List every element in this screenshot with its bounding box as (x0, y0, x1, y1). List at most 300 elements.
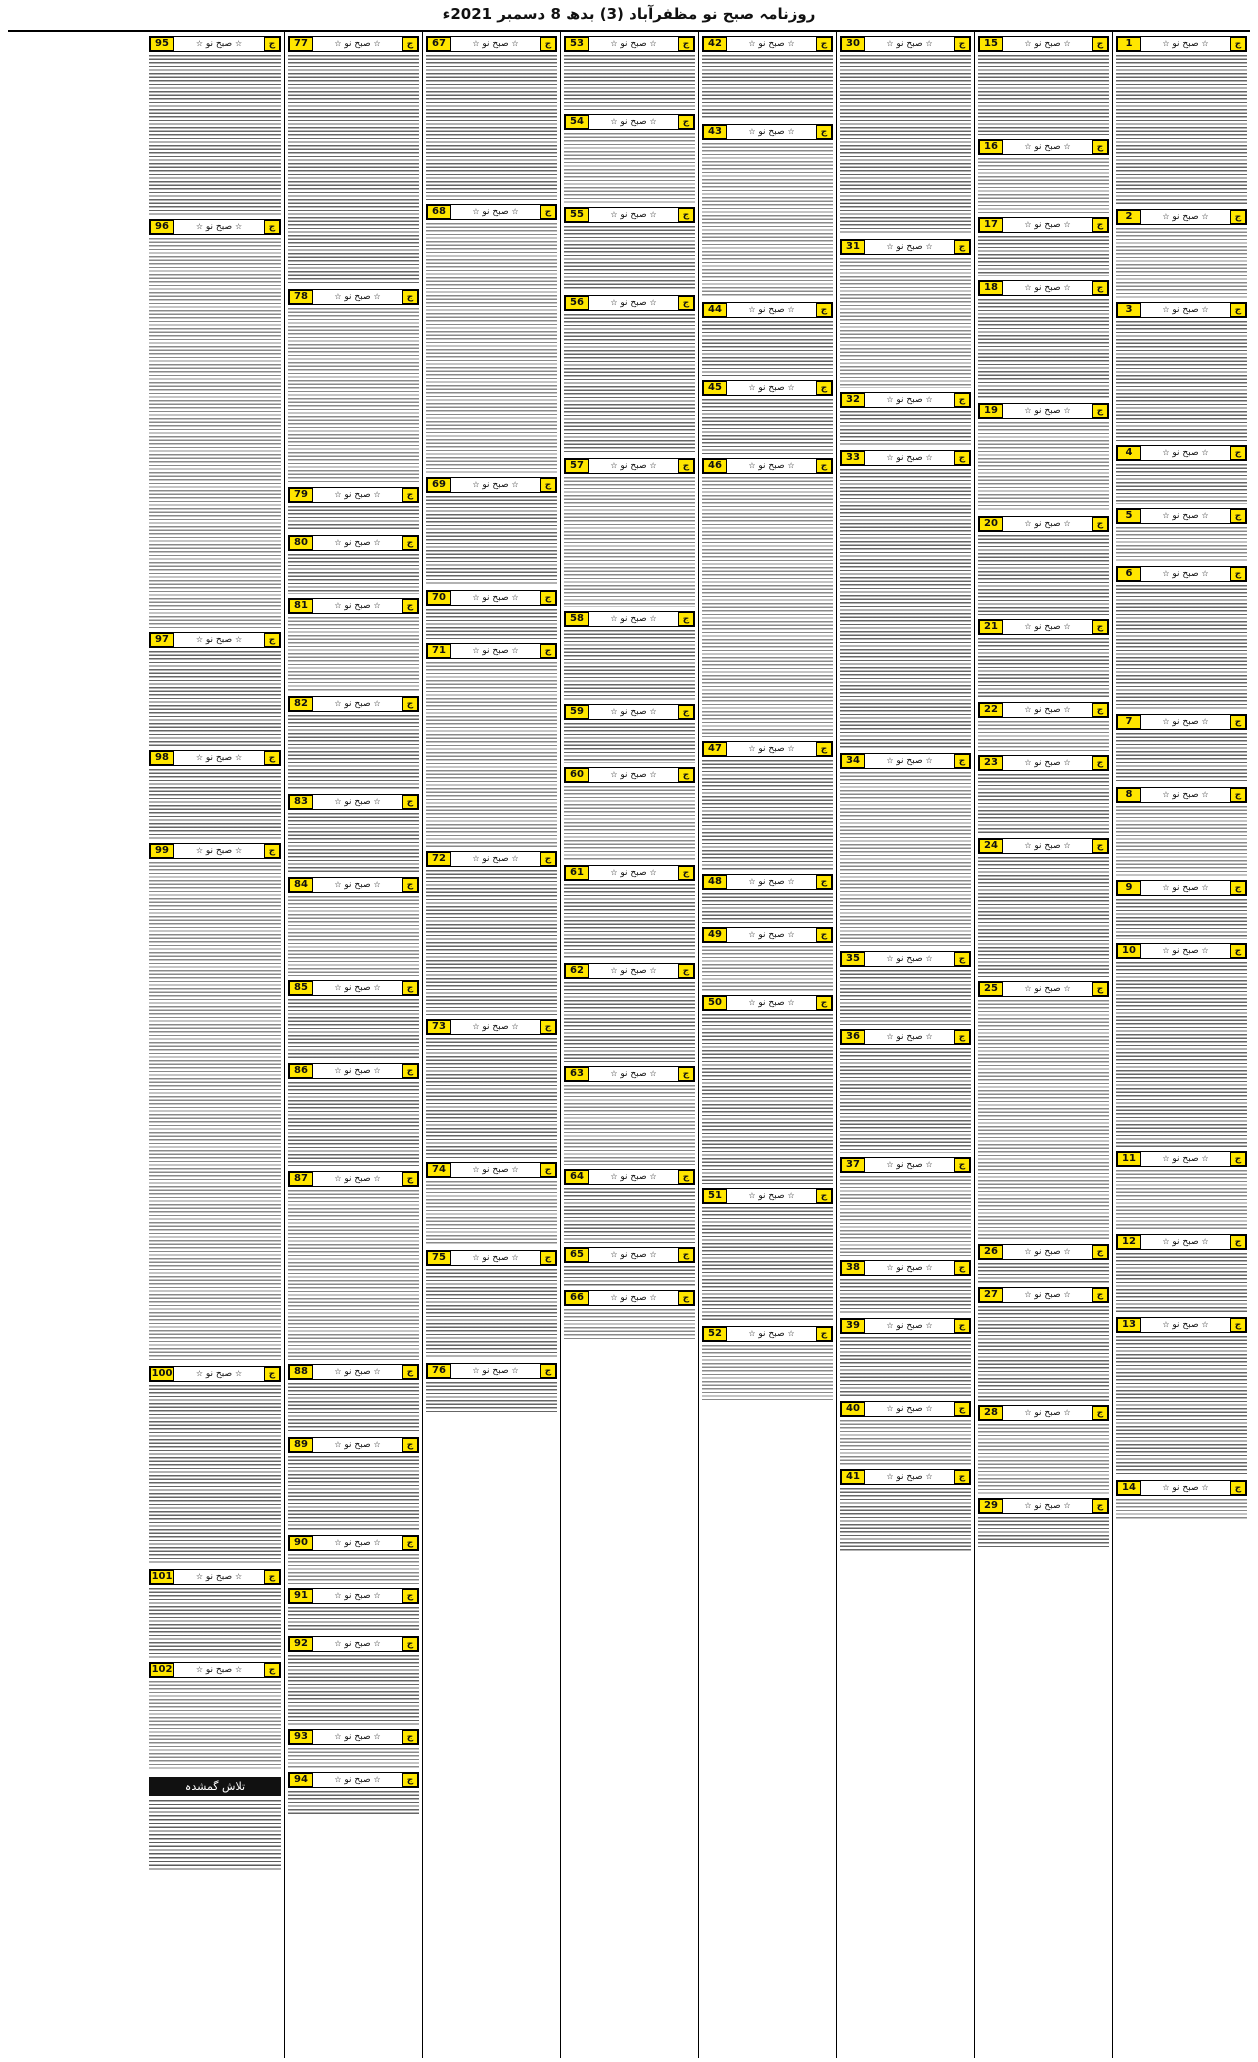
star-icon: ☆ (234, 1369, 243, 1378)
notice-number: 47 (703, 742, 727, 756)
notice-body-text (978, 721, 1109, 751)
header-label-text: صبح نو (896, 395, 923, 405)
header-label-text: صبح نو (482, 207, 509, 217)
notice-header (149, 1366, 281, 1382)
notice-number: 74 (427, 1163, 451, 1177)
notice-number: 40 (841, 1402, 865, 1416)
notice-badge: ج (678, 208, 694, 222)
star-icon: ☆ (649, 117, 657, 126)
notice-item (564, 611, 695, 700)
notice-badge: ج (1230, 567, 1246, 581)
notice-header-label (313, 601, 402, 611)
star-icon: ☆ (649, 770, 657, 779)
notice-body-text (1116, 55, 1247, 205)
column-1 (1112, 32, 1250, 2058)
notice-header-label (1141, 1154, 1230, 1164)
notice-header-label (313, 1538, 402, 1548)
notice-header-label (174, 635, 264, 645)
notice-number: 102 (151, 1664, 173, 1675)
notice-number: 76 (427, 1364, 451, 1378)
notice-header-label (1003, 1501, 1092, 1511)
notice-body-text (702, 1207, 833, 1322)
header-label-text: صبح نو (1172, 883, 1199, 893)
notice-number: 77 (289, 37, 313, 51)
notice-item (1116, 209, 1247, 298)
notice-header (840, 1469, 971, 1485)
notice-body-text (840, 1420, 971, 1465)
star-icon: ☆ (886, 1404, 894, 1413)
header-label-text: صبح نو (620, 614, 647, 624)
notice-badge: ج (540, 1020, 556, 1034)
notice-badge: ج (1092, 404, 1108, 418)
notice-badge: ج (402, 795, 418, 809)
notice-header-label (451, 480, 540, 490)
header-label-text: صبح نو (344, 1174, 371, 1184)
notice-header (149, 219, 281, 235)
notice-header-label (1003, 1290, 1092, 1300)
notice-body-text (288, 1655, 419, 1725)
notice-item (426, 1019, 557, 1158)
star-icon: ☆ (195, 753, 204, 762)
star-icon: ☆ (1162, 1483, 1170, 1492)
notice-header (702, 1326, 833, 1342)
notice-header (978, 403, 1109, 419)
notice-item (288, 598, 419, 692)
header-label-text: صبح نو (896, 1472, 923, 1482)
notice-badge: ج (816, 996, 832, 1010)
star-icon: ☆ (472, 646, 480, 655)
notice-number: 5 (1117, 509, 1141, 523)
column-4 (698, 32, 836, 2058)
header-label-text: صبح نو (1034, 1290, 1061, 1300)
notice-number: 69 (427, 478, 451, 492)
notice-header (288, 794, 419, 810)
notice-item (702, 874, 833, 923)
notice-header-label (1141, 883, 1230, 893)
notice-header-label (313, 797, 402, 807)
notice-header (840, 1260, 971, 1276)
notice-body-text (840, 411, 971, 446)
notice-badge: ج (402, 599, 418, 613)
star-icon: ☆ (1162, 305, 1170, 314)
notice-number: 31 (841, 240, 865, 254)
star-icon: ☆ (925, 756, 933, 765)
notice-number: 21 (979, 620, 1003, 634)
notice-badge: ج (1230, 1235, 1246, 1249)
notice-item (288, 1588, 419, 1632)
notice-number: 54 (565, 115, 589, 129)
notice-header (426, 643, 557, 659)
notice-item (288, 1535, 419, 1584)
notice-header (288, 535, 419, 551)
notice-item (288, 1063, 419, 1167)
notice-header (564, 865, 695, 881)
notice-badge: ج (678, 612, 694, 626)
notice-item (288, 487, 419, 531)
notice-item (840, 392, 971, 446)
notice-badge: ج (816, 303, 832, 317)
notice-header (564, 767, 695, 783)
notice-body-text (702, 321, 833, 376)
star-icon: ☆ (334, 1775, 342, 1784)
notice-badge: ج (954, 754, 970, 768)
notice-badge: ج (1092, 1406, 1108, 1420)
notice-header (1116, 209, 1247, 225)
star-icon: ☆ (511, 854, 519, 863)
notice-item (564, 1066, 695, 1165)
header-label-text: صبح نو (1034, 39, 1061, 49)
notice-header-label (1141, 448, 1230, 458)
star-icon: ☆ (234, 222, 243, 231)
star-icon: ☆ (610, 461, 618, 470)
star-icon: ☆ (1024, 984, 1032, 993)
notice-header (1116, 943, 1247, 959)
notice-item (426, 477, 557, 586)
notice-header (840, 951, 971, 967)
star-icon: ☆ (1063, 1501, 1071, 1510)
notice-number: 85 (289, 981, 313, 995)
header-label-text: صبح نو (482, 646, 509, 656)
header-label-text: صبح نو (896, 1263, 923, 1273)
notice-header (1116, 36, 1247, 52)
notice-header (426, 477, 557, 493)
notice-item (702, 927, 833, 991)
notice-header-label (451, 1022, 540, 1032)
header-label-text: صبح نو (344, 292, 371, 302)
notice-header (564, 207, 695, 223)
notice-item (840, 1260, 971, 1314)
star-icon: ☆ (925, 453, 933, 462)
star-icon: ☆ (1063, 622, 1071, 631)
notice-number: 89 (289, 1438, 313, 1452)
notice-number: 84 (289, 878, 313, 892)
notice-body-text (288, 308, 419, 483)
notice-body-text (288, 1190, 419, 1360)
notice-number: 1 (1117, 37, 1141, 51)
notice-number: 75 (427, 1251, 451, 1265)
notice-body-text (1116, 464, 1247, 504)
star-icon: ☆ (334, 699, 342, 708)
header-label-text: صبح نو (1172, 39, 1199, 49)
notice-item (426, 643, 557, 847)
notice-item (1116, 880, 1247, 939)
notice-badge: ج (402, 1637, 418, 1651)
star-icon: ☆ (748, 930, 756, 939)
notice-item (978, 981, 1109, 1240)
notice-item (149, 632, 281, 746)
notice-header-label (1003, 39, 1092, 49)
notice-header (840, 1029, 971, 1045)
notice-header (288, 1588, 419, 1604)
notice-body-text (1116, 321, 1247, 441)
notice-header (149, 843, 281, 859)
notice-badge: ج (954, 952, 970, 966)
notice-badge: ج (540, 852, 556, 866)
star-icon: ☆ (234, 1665, 243, 1674)
notice-body-text (702, 143, 833, 298)
notice-body-text (426, 662, 557, 847)
notice-header-label (451, 646, 540, 656)
star-icon: ☆ (373, 1066, 381, 1075)
notice-header-label (451, 593, 540, 603)
star-icon: ☆ (1024, 220, 1032, 229)
column-7 (284, 32, 422, 2058)
notice-header (978, 217, 1109, 233)
notice-header (288, 696, 419, 712)
notice-header-label (1141, 39, 1230, 49)
notice-header-label (1003, 622, 1092, 632)
notice-body-text (978, 1000, 1109, 1240)
notice-number: 88 (289, 1365, 313, 1379)
notice-badge: ج (1230, 1318, 1246, 1332)
star-icon: ☆ (373, 983, 381, 992)
header-label-text: صبح نو (1034, 841, 1061, 851)
header-label-text: صبح نو (758, 461, 785, 471)
notice-header-label (1003, 1247, 1092, 1257)
star-icon: ☆ (1162, 511, 1170, 520)
star-icon: ☆ (373, 538, 381, 547)
star-icon: ☆ (373, 39, 381, 48)
notice-badge: ج (954, 1402, 970, 1416)
star-icon: ☆ (373, 1367, 381, 1376)
notice-header (564, 1290, 695, 1306)
star-icon: ☆ (511, 593, 519, 602)
notice-number: 2 (1117, 210, 1141, 224)
header-label-text: صبح نو (344, 797, 371, 807)
notice-body-text (564, 226, 695, 291)
notice-header (149, 36, 281, 52)
star-icon: ☆ (1162, 39, 1170, 48)
notice-header-label (1003, 705, 1092, 715)
notice-badge: ج (402, 1172, 418, 1186)
star-icon: ☆ (1162, 717, 1170, 726)
notice-header-label (313, 490, 402, 500)
notice-badge: ج (1230, 1152, 1246, 1166)
notice-badge: ج (954, 1470, 970, 1484)
star-icon: ☆ (925, 1032, 933, 1041)
header-label-text: صبح نو (896, 1032, 923, 1042)
notice-number: 67 (427, 37, 451, 51)
notice-header (1116, 1480, 1247, 1496)
notice-badge: ج (678, 866, 694, 880)
notice-badge: ج (816, 37, 832, 51)
notice-number: 93 (289, 1730, 313, 1744)
notice-badge: ج (1092, 703, 1108, 717)
header-label-text: صبح نو (896, 954, 923, 964)
header-label-text: صبح نو (1172, 1237, 1199, 1247)
notice-body-text (1116, 899, 1247, 939)
notice-number: 73 (427, 1020, 451, 1034)
notice-body-text (840, 469, 971, 749)
notice-header (426, 36, 557, 52)
notice-badge: ج (402, 1589, 418, 1603)
notice-number: 92 (289, 1637, 313, 1651)
notice-badge: ج (678, 459, 694, 473)
notice-number: 9 (1117, 881, 1141, 895)
notice-body-text (564, 314, 695, 454)
notice-number: 15 (979, 37, 1003, 51)
header-label-text: صبح نو (205, 1572, 233, 1582)
star-icon: ☆ (472, 39, 480, 48)
star-icon: ☆ (649, 1069, 657, 1078)
notice-badge: ج (1092, 1245, 1108, 1259)
notice-body-text (1116, 527, 1247, 562)
notice-header-label (727, 1329, 816, 1339)
header-label-text: صبح نو (620, 1172, 647, 1182)
notice-number: 26 (979, 1245, 1003, 1259)
notice-header (1116, 880, 1247, 896)
star-icon: ☆ (472, 1253, 480, 1262)
star-icon: ☆ (1024, 1290, 1032, 1299)
notice-body-text (1116, 585, 1247, 710)
notice-number: 44 (703, 303, 727, 317)
star-icon: ☆ (1201, 1320, 1209, 1329)
star-icon: ☆ (334, 983, 342, 992)
notice-body-text (149, 1385, 281, 1565)
notice-number: 45 (703, 381, 727, 395)
header-label-text: صبح نو (482, 1165, 509, 1175)
notice-header (840, 36, 971, 52)
star-icon: ☆ (925, 1472, 933, 1481)
notice-header-label (865, 1263, 954, 1273)
notice-header-label (865, 1160, 954, 1170)
notice-header (840, 1318, 971, 1334)
star-icon: ☆ (886, 395, 894, 404)
notice-body-text (288, 1456, 419, 1531)
header-label-text: صبح نو (1172, 448, 1199, 458)
notice-header (564, 963, 695, 979)
notice-body-text (288, 1748, 419, 1768)
notice-body-text (149, 1588, 281, 1658)
notice-body-text (288, 1791, 419, 1816)
star-icon: ☆ (234, 635, 243, 644)
notice-number: 78 (289, 290, 313, 304)
notice-header (564, 704, 695, 720)
star-icon: ☆ (511, 646, 519, 655)
notice-item (288, 1171, 419, 1360)
header-label-text: صبح نو (896, 1404, 923, 1414)
header-label-text: صبح نو (1034, 142, 1061, 152)
notice-body-text (1116, 733, 1247, 783)
notice-item (978, 1287, 1109, 1401)
notice-number: 94 (289, 1773, 313, 1787)
notice-number: 19 (979, 404, 1003, 418)
star-icon: ☆ (334, 1639, 342, 1648)
notice-badge: ج (402, 1365, 418, 1379)
star-icon: ☆ (472, 207, 480, 216)
notice-body-text (288, 999, 419, 1059)
notice-badge: ج (816, 125, 832, 139)
notice-body-text (840, 1176, 971, 1256)
star-icon: ☆ (1162, 1154, 1170, 1163)
star-icon: ☆ (1063, 758, 1071, 767)
notice-number: 64 (565, 1170, 589, 1184)
notice-body-text (288, 813, 419, 873)
star-icon: ☆ (373, 797, 381, 806)
notice-header-label (589, 117, 678, 127)
notice-badge: ج (816, 381, 832, 395)
notice-header-label (174, 753, 264, 763)
masthead-day: بدھ (566, 5, 595, 23)
notice-header-label (313, 39, 402, 49)
star-icon: ☆ (1201, 511, 1209, 520)
notice-badge: ج (678, 296, 694, 310)
notice-number: 90 (289, 1536, 313, 1550)
notice-header (288, 1364, 419, 1380)
notice-header (564, 611, 695, 627)
notice-header-label (589, 966, 678, 976)
header-label-text: صبح نو (620, 966, 647, 976)
star-icon: ☆ (886, 1263, 894, 1272)
star-icon: ☆ (610, 1293, 618, 1302)
star-icon: ☆ (1063, 142, 1071, 151)
star-icon: ☆ (1201, 569, 1209, 578)
notice-header-label (174, 222, 264, 232)
notice-badge: ج (678, 1170, 694, 1184)
notice-number: 101 (151, 1571, 173, 1582)
notice-header-label (589, 210, 678, 220)
notice-number: 51 (703, 1189, 727, 1203)
notice-body-text (1116, 228, 1247, 298)
notice-header (426, 590, 557, 606)
star-icon: ☆ (334, 1538, 342, 1547)
notice-header (978, 981, 1109, 997)
notice-header-label (1141, 305, 1230, 315)
notice-number: 14 (1117, 1481, 1141, 1495)
star-icon: ☆ (334, 1440, 342, 1449)
header-label-text: صبح نو (482, 480, 509, 490)
notice-header (426, 1250, 557, 1266)
star-icon: ☆ (373, 699, 381, 708)
star-icon: ☆ (1063, 1247, 1071, 1256)
notice-body-text (978, 158, 1109, 213)
notice-badge: ج (402, 37, 418, 51)
notice-item (426, 851, 557, 1015)
masthead (0, 0, 1258, 28)
star-icon: ☆ (886, 242, 894, 251)
star-icon: ☆ (1201, 1237, 1209, 1246)
notice-header (702, 302, 833, 318)
star-icon: ☆ (1162, 448, 1170, 457)
notice-body-text (149, 651, 281, 746)
notice-header-label (727, 305, 816, 315)
notice-header (702, 927, 833, 943)
notice-badge: ج (678, 768, 694, 782)
notice-item (564, 1290, 695, 1339)
notice-number: 55 (565, 208, 589, 222)
star-icon: ☆ (195, 1369, 204, 1378)
star-icon: ☆ (610, 117, 618, 126)
notice-number: 91 (289, 1589, 313, 1603)
notice-header (288, 487, 419, 503)
notice-header-label (589, 770, 678, 780)
notice-body-text (978, 1263, 1109, 1283)
star-icon: ☆ (334, 880, 342, 889)
notice-item (426, 1162, 557, 1246)
notice-header-label (313, 1639, 402, 1649)
notice-badge: ج (1092, 140, 1108, 154)
notice-header-label (174, 1572, 264, 1582)
header-label-text: صبح نو (482, 854, 509, 864)
notice-header (288, 1535, 419, 1551)
notice-header (288, 36, 419, 52)
notice-number: 98 (150, 751, 174, 765)
header-label-text: صبح نو (1172, 305, 1199, 315)
notice-body-text (702, 477, 833, 737)
notice-header-label (589, 39, 678, 49)
notice-body-text (702, 946, 833, 991)
header-label-text: صبح نو (344, 880, 371, 890)
